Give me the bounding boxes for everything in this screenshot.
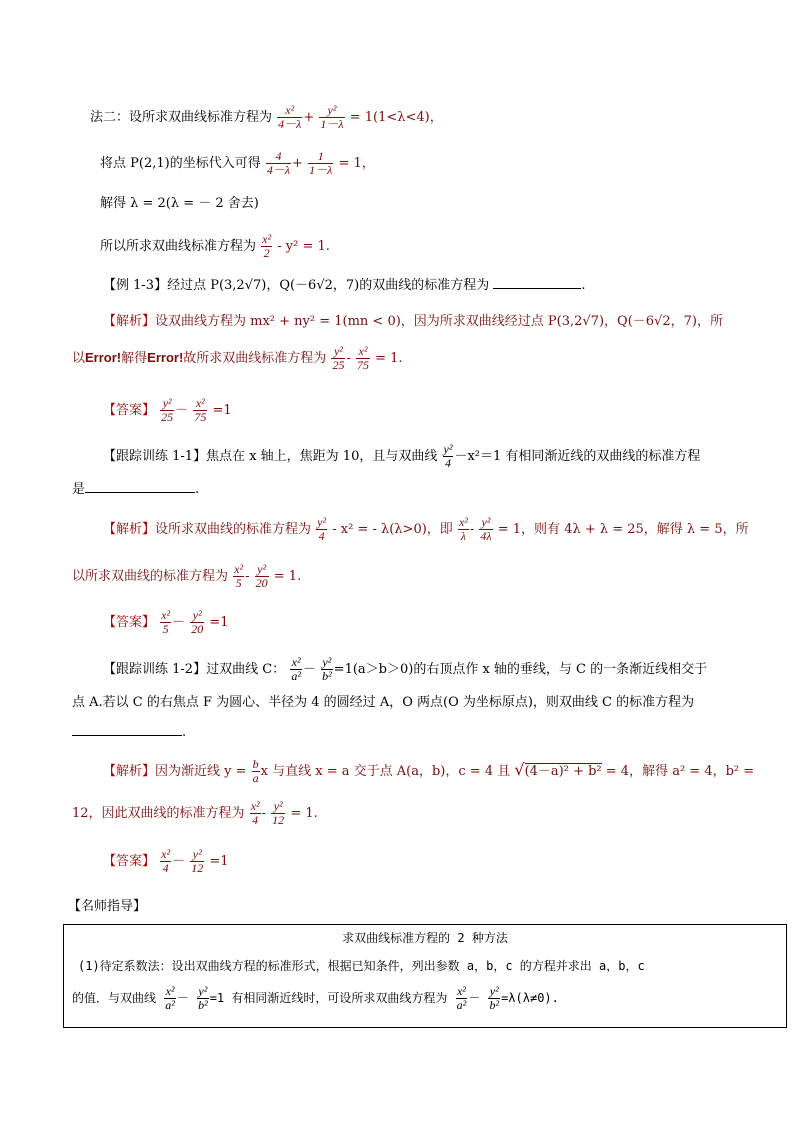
follow-1-2-answer: 【答案】 $\frac{\text{x²}}{4}$ － $\frac{\text{y²}}{12}$ =1 <box>103 847 229 875</box>
example-1-3-analysis-line1: 【解析】设双曲线方程为 mx² + ny² = 1(mn < 0)，因为所求双曲线经过点 P(3,2√7)，Q(－6√2，7)，所 <box>103 314 723 329</box>
fraction: $\frac{\text{y²}}{4}$ <box>317 515 327 543</box>
answer-blank <box>85 492 195 493</box>
fraction: $\frac{\text{x²}}{75}$ <box>356 344 369 372</box>
method2-line2: 将点 P(2,1)的坐标代入可得 $\frac{4}{4-\lambda}$ + $\frac{1}{1-\lambda}$ = 1， <box>100 149 375 177</box>
fraction: $\frac{\text{x²}}{\text{a²}}$ <box>456 984 467 1012</box>
fraction: $\frac{\text{y²}}{25}$ <box>332 344 345 372</box>
fraction: $\frac{4}{4-\lambda}$ <box>266 149 291 177</box>
method2-line4: 所以所求双曲线标准方程为 $\frac{\text{x²}}{2}$ - y² = 1. <box>100 232 330 260</box>
method2-line3: 解得 λ = 2(λ = － 2 舍去) <box>100 196 259 211</box>
fraction: $\frac{\text{x²}}{75}$ <box>194 396 207 424</box>
method2-line1: 法二：设所求双曲线标准方程为 $\frac{\text{x²}}{4-\lambda}$ + $\frac{\text{y²}}{1-\lambda}$ = 1(1<λ<4)， <box>90 103 443 131</box>
fraction: $\frac{\text{y²}}{4}$ <box>443 442 453 470</box>
example-1-3-analysis-line2: 以Error!解得Error!故所求双曲线标准方程为 $\frac{\text{y²}}{25}$ - $\frac{\text{x²}}{75}$ = 1. <box>72 344 403 372</box>
follow-1-1-line2: 是 . <box>72 482 200 497</box>
follow-1-2-analysis-line1: 【解析】因为渐近线 y = $\frac{b}{a}$ x 与直线 x = a 交于点 A(a，b)，c = 4 且 √(4－a)² + b² = 4，解得 a² = 4，b² = <box>103 757 755 785</box>
fraction: $\frac{\text{y²}}{\text{b²}}$ <box>322 655 332 683</box>
teacher-guide-box <box>63 924 787 1028</box>
box-line1: (1)待定系数法：设出双曲线方程的标准形式，根据已知条件，列出参数 a，b，c 的方程并求出 a，b，c <box>78 959 645 973</box>
fraction: $\frac{\text{x²}}{4}$ <box>161 847 171 875</box>
sqrt-icon: √ <box>514 760 525 779</box>
example-1-3: 【例 1-3】经过点 P(3,2√7)，Q(－6√2，7)的双曲线的标准方程为 . <box>103 278 586 293</box>
follow-1-1-analysis-line2: 以所求双曲线的标准方程为 $\frac{\text{x²}}{5}$ - $\frac{\text{y²}}{20}$ = 1. <box>72 562 302 590</box>
follow-1-1-line1: 【跟踪训练 1-1】焦点在 x 轴上，焦距为 10，且与双曲线 $\frac{\text{y²}}{4}$ －x²＝1 有相同渐近线的双曲线的标准方程 <box>103 442 701 470</box>
fraction: $\frac{\text{y²}}{20}$ <box>191 608 204 636</box>
fraction: $\frac{1}{1-\lambda}$ <box>309 149 333 177</box>
follow-1-2-line3: . <box>72 724 186 742</box>
follow-1-1-answer: 【答案】 $\frac{\text{x²}}{5}$ － $\frac{\text{y²}}{20}$ =1 <box>103 608 229 636</box>
fraction: $\frac{\text{x²}}{\text{a²}}$ <box>165 984 175 1012</box>
box-line2: 的值．与双曲线 $\frac{\text{x²}}{\text{a²}}$ － $\frac{\text{y²}}{\text{b²}}$ =1 有相同渐近线时，可设所求双曲线方程为 $\frac{\text{x²}}{\text{a²}}$ － $\frac{\text{y²}}{\text{b²}}$ =λ(λ≠0). <box>72 984 559 1012</box>
fraction: $\frac{\text{x²}}{2}$ <box>262 232 272 260</box>
follow-1-2-line1: 【跟踪训练 1-2】过双曲线 C： $\frac{\text{x²}}{\text{a²}}$ － $\frac{\text{y²}}{\text{b²}}$ =1(a＞b＞0)的右顶点作 x 轴的垂线，与 C 的一条渐近线相交于 <box>103 655 708 683</box>
fraction: $\frac{\text{x²}}{\text{a²}}$ <box>291 655 301 683</box>
follow-1-1-analysis-line1: 【解析】设所求双曲线的标准方程为 $\frac{\text{y²}}{4}$ - x² = - λ(λ>0)，即 $\frac{\text{x²}}{\lambda}$ - $\frac{\text{y²}}{4\lambda}$ = 1，则有 4λ + λ = 25，解得 λ = 5，所 <box>103 515 749 543</box>
fraction: $\frac{\text{y²}}{12}$ <box>272 799 285 827</box>
fraction: $\frac{\text{x²}}{\lambda}$ <box>458 515 468 543</box>
teacher-guide-label: 【名师指导】 <box>68 899 147 914</box>
fraction: $\frac{\text{y²}}{\text{b²}}$ <box>489 984 500 1012</box>
follow-1-2-analysis-line2: 12，因此双曲线的标准方程为 $\frac{\text{x²}}{4}$ - $\frac{\text{y²}}{12}$ = 1. <box>72 799 318 827</box>
fraction: $\frac{\text{y²}}{20}$ <box>255 562 268 590</box>
fraction: $\frac{b}{a}$ <box>252 757 259 785</box>
fraction: $\frac{\text{x²}}{5}$ <box>234 562 244 590</box>
fraction: $\frac{\text{x²}}{4-\lambda}$ <box>278 103 302 131</box>
fraction: $\frac{\text{y²}}{\text{b²}}$ <box>198 984 208 1012</box>
follow-1-2-line2: 点 A.若以 C 的右焦点 F 为圆心、半径为 4 的圆经过 A，O 两点(O 为坐标原点)，则双曲线 C 的标准方程为 <box>72 695 695 710</box>
fraction: $\frac{\text{x²}}{5}$ <box>161 608 171 636</box>
fraction: $\frac{\text{x²}}{4}$ <box>250 799 260 827</box>
fraction: $\frac{\text{y²}}{4\lambda}$ <box>480 515 492 543</box>
answer-blank <box>493 288 581 289</box>
fraction: $\frac{\text{y²}}{25}$ <box>161 396 174 424</box>
fraction: $\frac{\text{y²}}{12}$ <box>191 847 204 875</box>
box-title: 求双曲线标准方程的 2 种方法 <box>342 931 508 945</box>
example-1-3-answer: 【答案】 $\frac{\text{y²}}{25}$ － $\frac{\text{x²}}{75}$ =1 <box>103 396 232 424</box>
answer-blank <box>72 735 182 736</box>
fraction: $\frac{\text{y²}}{1-\lambda}$ <box>320 103 344 131</box>
